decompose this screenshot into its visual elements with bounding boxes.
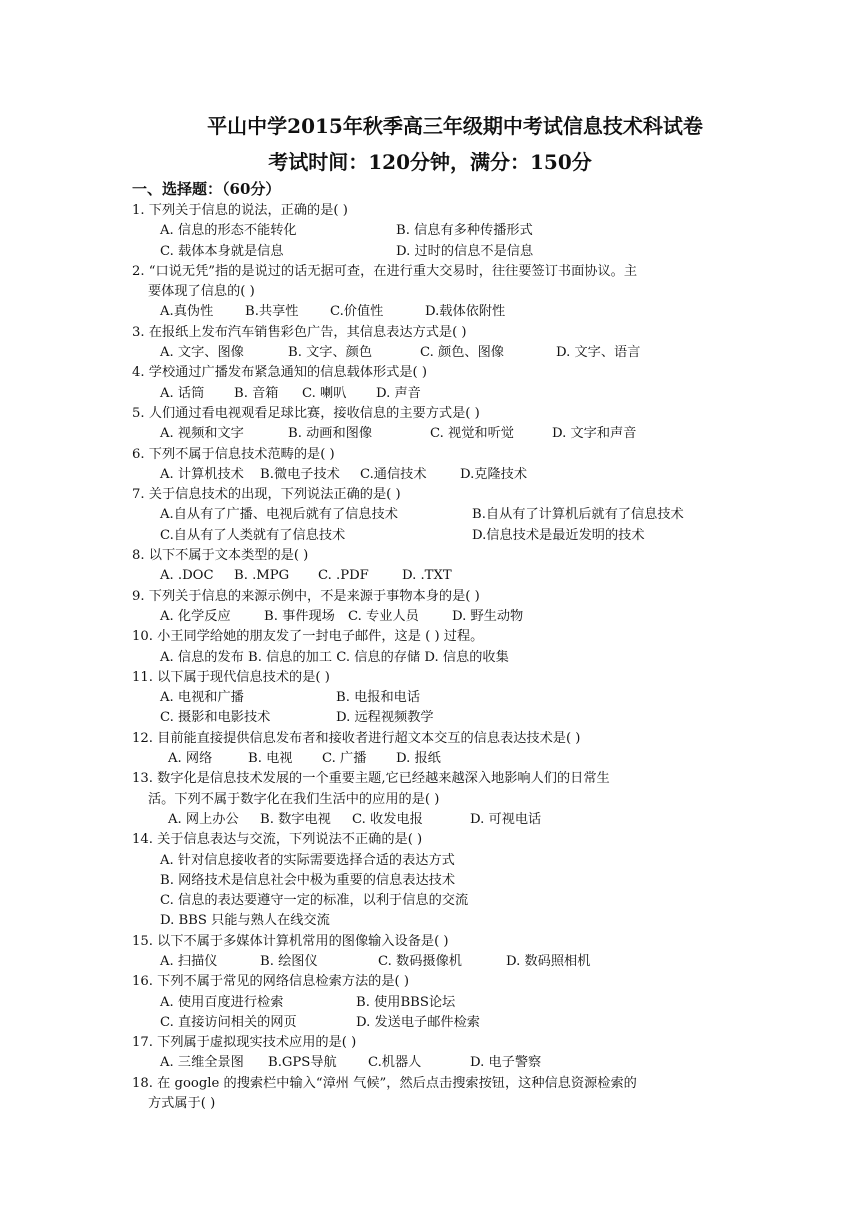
answer-option: C. 专业人员 [348,608,419,624]
answer-option: D. 文字、语言 [556,345,641,361]
answer-option: B. 文字、颜色 [288,345,373,361]
option-row [132,1053,732,1073]
answer-option: C.自从有了人类就有了信息技术 [160,527,346,543]
question-stem: 8. 以下不属于文本类型的是( ) [132,548,309,564]
question-stem: 1. 下列关于信息的说法，正确的是( ) [132,203,348,218]
answer-option: B. 音箱 [234,385,279,401]
option-row [132,607,732,627]
question-stem: 9. 下列关于信息的来源示例中，不是来源于事物本身的是( ) [132,588,480,604]
question-4 [132,363,732,404]
question-stem: 5. 人们通过看电视观看足球比赛，接收信息的主要方式是( ) [132,405,480,421]
answer-option: A. 网上办公 [168,811,239,827]
answer-option: B. 绘图仪 [260,953,318,969]
answer-option: D. 报纸 [396,751,441,767]
answer-option: B. .MPG [234,568,290,584]
answer-option: D. BBS 只能与熟人在线交流 [160,913,330,929]
answer-option: A. 使用百度进行检索 [160,994,284,1010]
option-row [132,221,732,241]
question-10 [132,627,732,668]
option-row [132,688,732,708]
answer-option: B. 使用BBS论坛 [356,994,456,1010]
answer-option: B. 事件现场 [264,608,335,624]
answer-option: B.微电子技术 [260,466,340,482]
option-row [132,384,732,404]
answer-option: A. 化学反应 [160,608,231,624]
question-stem: 10. 小王同学给她的朋友发了一封电子邮件，这是 ( ) 过程。 [132,629,484,645]
answer-option: C. 信息的表达要遵守一定的标准，以利于信息的交流 [160,893,469,909]
answer-option: B. 数字电视 [260,811,331,827]
question-6 [132,445,732,486]
option-row [132,343,732,363]
answer-option: D. 文字和声音 [552,426,637,442]
option-row [132,993,732,1013]
question-17 [132,1033,732,1074]
answer-option: B.共享性 [245,304,299,320]
question-13 [132,769,732,830]
question-stem: 2. “口说无凭”指的是说过的话无据可查，在进行重大交易时，往往要签订书面协议。主 [132,263,638,279]
option-row [132,465,732,485]
question-stem: 活。下列不属于数字化在我们生活中的应用的是( ) [148,791,440,807]
option-row [132,242,732,262]
answer-option: D. 过时的信息不是信息 [396,243,534,259]
answer-option: C. .PDF [318,568,369,584]
answer-option: B. 电报和电话 [336,690,421,706]
option-row [132,648,732,668]
option-row [132,749,732,769]
exam-title: 平山中学2015年秋季高三年级期中考试信息技术科试卷 [207,114,703,138]
question-7 [132,485,732,546]
answer-option: D. 远程视频教学 [336,710,434,726]
answer-option: D.信息技术是最近发明的技术 [472,527,645,543]
answer-option: A. 扫描仪 [160,953,218,969]
option-row [132,566,732,586]
answer-option: D. .TXT [402,568,452,584]
option-row [132,526,732,546]
answer-option: B.自从有了计算机后就有了信息技术 [472,507,684,523]
question-12 [132,729,732,770]
answer-option: B. 动画和图像 [288,426,373,442]
question-1 [132,201,732,262]
answer-option: A.真伪性 [160,304,214,320]
question-stem: 6. 下列不属于信息技术范畴的是( ) [132,446,335,462]
answer-option: C.通信技术 [360,466,427,482]
question-8 [132,546,732,587]
answer-option: C.机器人 [368,1055,422,1071]
answer-option: A. 三维全景图 [160,1055,244,1071]
answer-option: A. 计算机技术 [160,466,244,482]
answer-option: A. .DOC [160,568,214,584]
exam-subtitle: 考试时间：120分钟，满分：150分 [268,150,592,174]
answer-option: D. 电子警察 [470,1055,542,1071]
answer-option: A.自从有了广播、电视后就有了信息技术 [160,507,398,523]
question-stem: 18. 在 google 的搜索栏中输入“漳州 气候”，然后点击搜索按钮，这种信息资源检索的 [132,1075,637,1091]
answer-option: C. 收发电报 [352,811,423,827]
option-row [132,871,732,891]
option-row [132,708,732,728]
question-14 [132,830,732,931]
option-row [132,952,732,972]
question-5 [132,404,732,445]
question-stem: 14. 关于信息表达与交流，下列说法不正确的是( ) [132,832,423,848]
question-3 [132,323,732,364]
question-18 [132,1074,732,1115]
answer-option: C. 摄影和电影技术 [160,710,271,726]
option-row [132,302,732,322]
question-stem: 4. 学校通过广播发布紧急通知的信息载体形式是( ) [132,365,428,381]
option-row [132,911,732,931]
answer-option: C. 喇叭 [302,385,347,401]
answer-option: C.价值性 [330,304,384,320]
question-stem: 13. 数字化是信息技术发展的一个重要主题,它已经越来越深入地影响人们的日常生 [132,771,610,787]
answer-option: B.GPS导航 [268,1055,337,1071]
question-stem: 方式属于( ) [148,1096,216,1112]
answer-option: D.载体依附性 [425,304,506,320]
answer-option: C. 直接访问相关的网页 [160,1014,297,1030]
answer-option: D. 可视电话 [470,811,542,827]
answer-option: D.克隆技术 [460,466,528,482]
answer-option: C. 颜色、图像 [420,345,504,361]
question-stem: 15. 以下不属于多媒体计算机常用的图像输入设备是( ) [132,933,449,949]
option-row [132,505,732,525]
answer-option: B. 信息有多种传播形式 [396,223,533,239]
answer-option: B. 电视 [248,751,293,767]
question-stem: 11. 以下属于现代信息技术的是( ) [132,669,330,685]
answer-option: A. 网络 [168,751,213,767]
question-stem: 要体现了信息的( ) [148,284,255,300]
option-row [132,810,732,830]
question-list [132,201,732,1114]
answer-option: A. 针对信息接收者的实际需要选择合适的表达方式 [160,852,455,868]
answer-option: B. 网络技术是信息社会中极为重要的信息表达技术 [160,872,456,888]
question-15 [132,932,732,973]
answer-option: D. 声音 [376,385,421,401]
answer-option: A. 信息的发布 B. 信息的加工 C. 信息的存储 D. 信息的收集 [160,649,509,665]
question-stem: 17. 下列属于虚拟现实技术应用的是( ) [132,1035,357,1051]
option-row [132,891,732,911]
answer-option: D. 野生动物 [452,608,524,624]
option-row [132,851,732,871]
answer-option: A. 信息的形态不能转化 [160,223,297,239]
question-11 [132,668,732,729]
answer-option: A. 文字、图像 [160,345,244,361]
question-9 [132,587,732,628]
answer-option: C. 载体本身就是信息 [160,243,284,259]
option-row [132,424,732,444]
answer-option: A. 视频和文字 [160,426,244,442]
answer-option: A. 电视和广播 [160,690,244,706]
answer-option: C. 数码摄像机 [378,953,462,969]
question-2 [132,262,732,323]
answer-option: C. 广播 [322,751,367,767]
question-stem: 3. 在报纸上发布汽车销售彩色广告，其信息表达方式是( ) [132,324,467,340]
question-stem: 12. 目前能直接提供信息发布者和接收者进行超文本交互的信息表达技术是( ) [132,730,581,746]
answer-option: A. 话筒 [160,385,205,401]
question-16 [132,972,732,1033]
answer-option: C. 视觉和听觉 [430,426,514,442]
section-heading: 一、选择题：（60分） [132,180,281,198]
question-stem: 7. 关于信息技术的出现，下列说法正确的是( ) [132,487,401,503]
option-row [132,1013,732,1033]
answer-option: D. 数码照相机 [506,953,591,969]
answer-option: D. 发送电子邮件检索 [356,1014,480,1030]
question-stem: 16. 下列不属于常见的网络信息检索方法的是( ) [132,974,410,990]
